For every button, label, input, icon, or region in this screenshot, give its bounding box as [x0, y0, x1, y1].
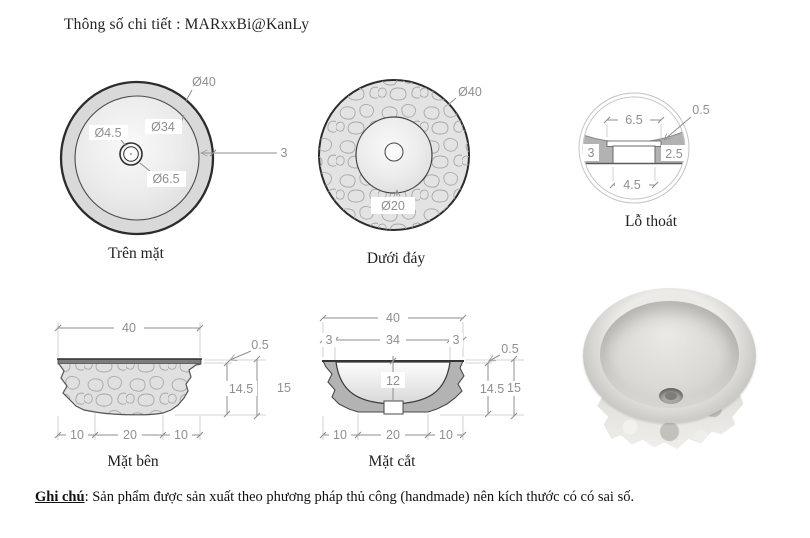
- dim-side-total-height: 15: [277, 381, 291, 395]
- dim-section-inner-height: 14.5: [479, 382, 505, 396]
- dim-section-bowl-depth: 12: [386, 374, 400, 388]
- footer-note: [35, 489, 775, 506]
- dim-side-inner-height: 14.5: [228, 382, 254, 396]
- bottom-view-drawing: [319, 80, 482, 230]
- caption-section-view: Mặt cắt: [368, 453, 416, 470]
- side-view-drawing: [55, 321, 291, 442]
- caption-drain-detail: Lỗ thoát: [624, 213, 678, 230]
- dim-side-bottom-left: 10: [70, 428, 84, 442]
- dim-side-bottom-center: 20: [123, 428, 137, 442]
- dim-drain-top-width: 6.5: [625, 113, 643, 127]
- dim-top-inner-diameter: Ø34: [151, 120, 175, 134]
- note-label: Ghi chú: [35, 489, 85, 505]
- dim-section-rim-left: 3: [325, 333, 333, 347]
- basin-drain-hole: [659, 388, 683, 404]
- dim-top-outer-diameter: Ø40: [192, 75, 216, 89]
- dim-side-bottom-right: 10: [174, 428, 188, 442]
- top-view-drawing: [61, 75, 288, 234]
- dim-section-lip: 0.5: [501, 342, 519, 356]
- dim-top-drain-inner: Ø4.5: [94, 126, 122, 140]
- note-text: : Sản phẩm được sản xuất theo phương pháp thủ công (handmade) nên kích thước có có sai số.: [84, 489, 635, 505]
- page-title: Thông số chi tiết : MARxxBi@KanLy: [64, 16, 310, 33]
- dim-drain-left-depth: 3: [587, 146, 595, 160]
- side-view-texture: [59, 364, 201, 415]
- dim-drain-right-depth: 2.5: [665, 147, 683, 161]
- dim-side-top-width: 40: [122, 321, 136, 335]
- bottom-view-drain: [385, 143, 403, 161]
- caption-side-view: Mặt bên: [107, 453, 159, 470]
- dim-section-rim-right: 3: [452, 333, 460, 347]
- section-view-drawing: [320, 311, 524, 442]
- dim-section-bottom-left: 10: [333, 428, 347, 442]
- dim-drain-lip: 0.5: [692, 103, 710, 117]
- top-view-drain-center: [130, 153, 132, 155]
- dim-top-drain-outer: Ø6.5: [152, 172, 180, 186]
- product-photo: [583, 288, 756, 450]
- dim-side-lip: 0.5: [251, 338, 269, 352]
- dim-section-total-height: 15: [507, 381, 521, 395]
- dim-section-top-width: 40: [386, 311, 400, 325]
- dim-top-rim-thickness: 3: [280, 146, 288, 160]
- drain-detail-drawing: [579, 93, 710, 203]
- dim-drain-hole-width: 4.5: [623, 178, 641, 192]
- side-view-rim-strip: [58, 359, 201, 364]
- dim-section-inner-width: 34: [386, 333, 400, 347]
- dim-section-bottom-center: 20: [386, 428, 400, 442]
- caption-top-view: Trên mặt: [108, 245, 164, 262]
- section-view-drain-hole: [384, 401, 403, 414]
- dim-section-bottom-right: 10: [439, 428, 453, 442]
- caption-bottom-view: Dưới đáy: [366, 250, 426, 267]
- dim-bottom-outer-diameter: Ø40: [458, 85, 482, 99]
- dim-bottom-base-diameter: Ø20: [381, 199, 405, 213]
